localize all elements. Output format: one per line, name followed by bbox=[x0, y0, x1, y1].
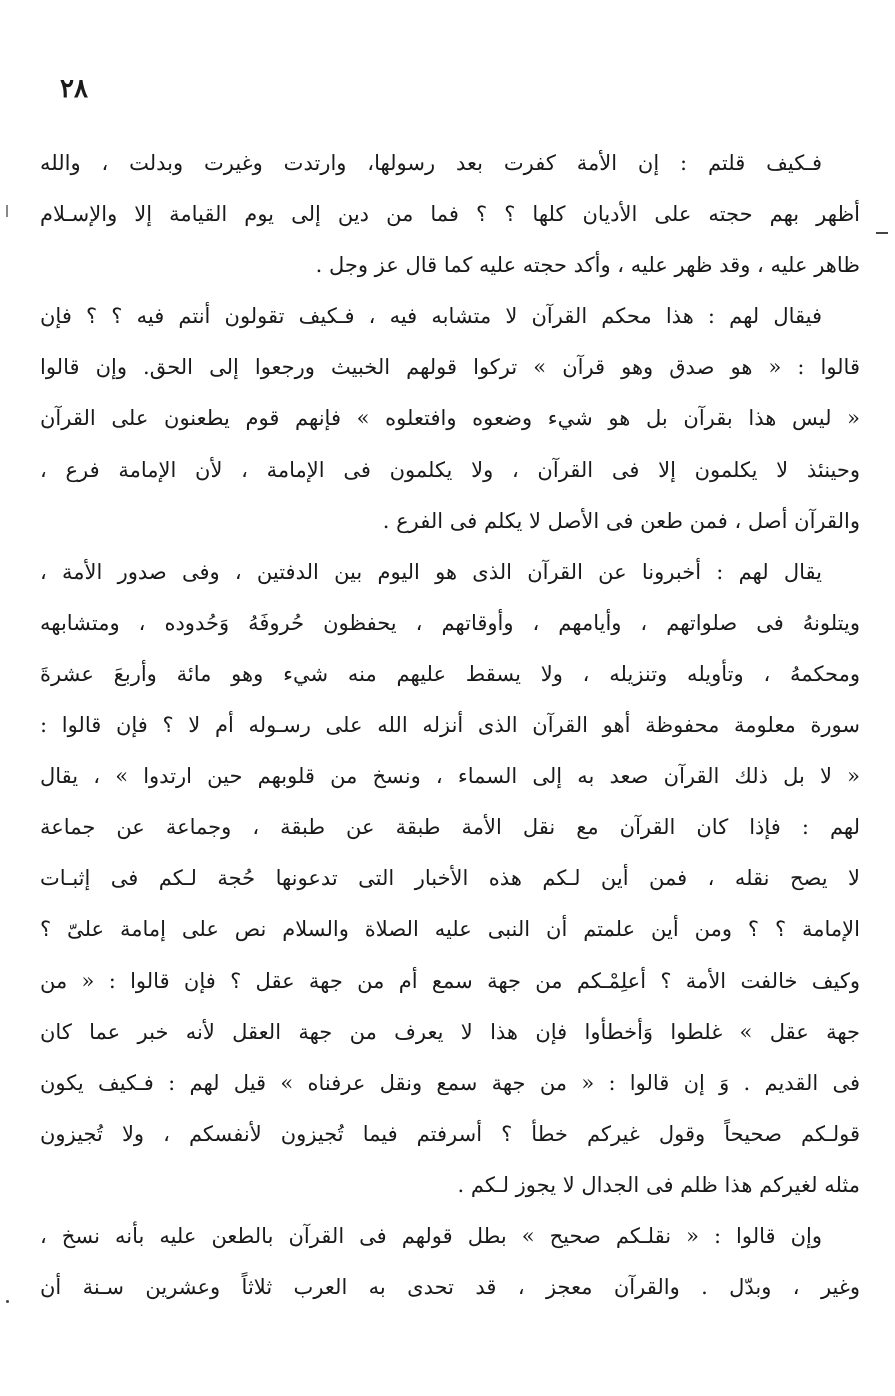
text-line: وإن قالوا : « نقلـكم صحيح » بطل قولهم فى القرآن بالطعن عليه بأنه نسخ ، bbox=[40, 1223, 822, 1248]
text-line: ومحكمهُ ، وتأويله وتنزيله ، ولا يسقط عليهم منه شيء وهو مائة وأربعَ عشرةَ bbox=[40, 661, 860, 686]
text-line: « لا بل ذلك القرآن صعد به إلى السماء ، ونسخ من قلوبهم حين ارتدوا » ، يقال bbox=[40, 764, 860, 789]
body-text bbox=[40, 138, 860, 1313]
text-line: والقرآن أصل ، فمن طعن فى الأصل لا يكلم فى الفرع . bbox=[382, 508, 860, 533]
margin-dot bbox=[6, 1300, 9, 1303]
text-line: لا يصح نقله ، فمن أين لـكم هذه الأخبار التى تدعونها حُجة لـكم فى إثبـات bbox=[40, 866, 860, 891]
text-line: قالوا : « هو صدق وهو قرآن » تركوا قولهم الخبيث ورجعوا إلى الحق. وإن قالوا bbox=[40, 355, 860, 380]
margin-mark bbox=[6, 205, 8, 217]
text-line: « ليس هذا بقرآن بل هو شيء وضعوه وافتعلوه » فإنهم قوم يطعنون على القرآن bbox=[40, 406, 860, 431]
text-line: لهم : فإذا كان القرآن مع نقل الأمة طبقة عن طبقة ، وجماعة عن جماعة bbox=[40, 815, 860, 840]
page-number: ٢٨ bbox=[60, 74, 88, 104]
text-line: ويتلونهُ فى صلواتهم ، وأيامهم ، وأوقاتهم ، يحفظون حُروفَهُ وَحُدوده ، ومتشابهه bbox=[40, 610, 860, 635]
text-line: سورة معلومة محفوظة أهو القرآن الذى أنزله الله على رسـوله أم لا ؟ فإن قالوا : bbox=[40, 713, 860, 738]
text-line: وكيف خالفت الأمة ؟ أعلِمْـكم من جهة سمع أم من جهة عقل ؟ فإن قالوا : « من bbox=[40, 968, 860, 993]
text-line: ظاهر عليه ، وقد ظهر عليه ، وأكد حجته عليه كما قال عز وجل . bbox=[315, 253, 860, 278]
text-line: جهة عقل » غلطوا وَأخطأوا فإن هذا لا يعرف من جهة العقل لأنه خبر عما كان bbox=[40, 1019, 860, 1044]
margin-mark bbox=[876, 232, 888, 234]
text-line: مثله لغيركم هذا ظلم فى الجدال لا يجوز لـكم . bbox=[457, 1172, 860, 1197]
text-line: أظهر بهم حجته على الأديان كلها ؟ ؟ فما من دين إلى يوم القيامة إلا والإسـلام bbox=[40, 202, 860, 227]
text-line: فى القديم . وَ إن قالوا : « من جهة سمع ونقل عرفناه » قيل لهم : فـكيف يكون bbox=[40, 1070, 860, 1095]
text-line: وغير ، وبدّل . والقرآن معجز ، قد تحدى به العرب ثلاثاً وعشرين سـنة أن bbox=[40, 1275, 860, 1300]
text-line: وحينئذ لا يكلمون إلا فى القرآن ، ولا يكلمون فى الإمامة ، لأن الإمامة فرع ، bbox=[40, 457, 860, 482]
text-line: فيقال لهم : هذا محكم القرآن لا متشابه فيه ، فـكيف تقولون أنتم فيه ؟ ؟ فإن bbox=[40, 304, 822, 329]
text-line: الإمامة ؟ ؟ ومن أين علمتم أن النبى عليه الصلاة والسلام نص على إمامة علىّ ؟ bbox=[40, 917, 860, 942]
text-line: قولـكم صحيحاً وقول غيركم خطأ ؟ أسرفتم فيما تُجيزون لأنفسكم ، ولا تُجيزون bbox=[40, 1121, 860, 1146]
text-line: يقال لهم : أخبرونا عن القرآن الذى هو اليوم بين الدفتين ، وفى صدور الأمة ، bbox=[40, 559, 822, 584]
text-line: فـكيف قلتم : إن الأمة كفرت بعد رسولها، وارتدت وغيرت وبدلت ، والله bbox=[40, 151, 822, 175]
